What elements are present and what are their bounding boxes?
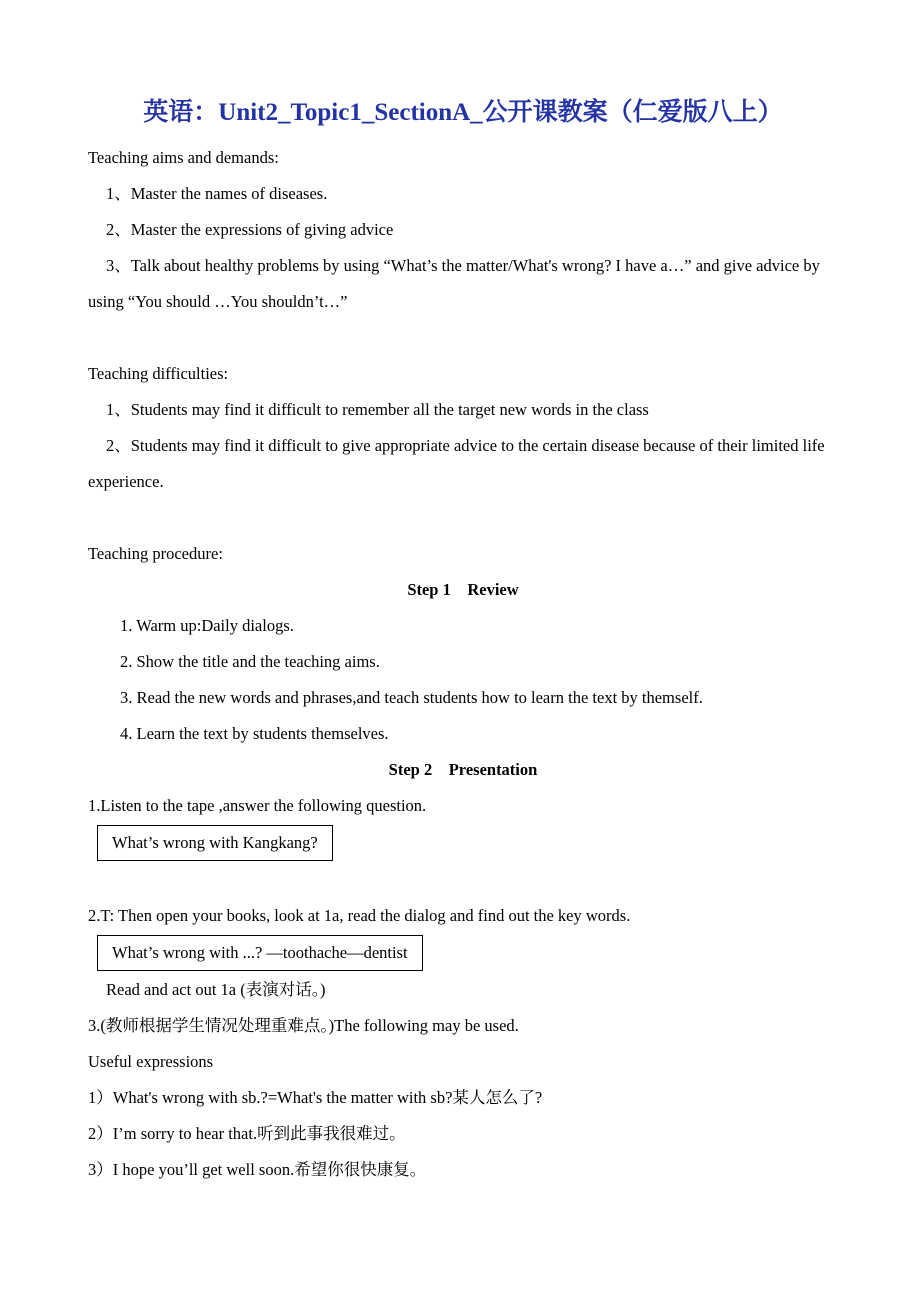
aims-heading: Teaching aims and demands: [88, 148, 279, 167]
difficulties-item-1: 1、Students may find it difficult to remember all the target new words in the class [106, 400, 649, 419]
question-box: What’s wrong with Kangkang? [97, 825, 333, 861]
procedure-heading: Teaching procedure: [88, 544, 223, 563]
keywords-box: What’s wrong with ...? —toothache—dentist [97, 935, 423, 971]
step1-heading: Step 1 Review [407, 580, 519, 599]
useful-expression-1: 1）What's wrong with sb.?=What's the matter with sb?某人怎么了? [88, 1088, 543, 1107]
step2-line-2: 2.T: Then open your books, look at 1a, read the dialog and find out the key words. [88, 906, 631, 925]
blank-line [88, 862, 838, 898]
step1-item-4: 4. Learn the text by students themselves. [120, 724, 389, 743]
aims-item-1: 1、Master the names of diseases. [106, 184, 328, 203]
document-title: 英语：Unit2_Topic1_SectionA_公开课教案（仁爱版八上） [143, 99, 783, 126]
step2-line-3: Read and act out 1a (表演对话。) [106, 980, 326, 999]
blank-line [88, 320, 838, 356]
dialog-box-row [97, 825, 838, 861]
step2-line-1: 1.Listen to the tape ,answer the following question. [88, 796, 427, 815]
aims-item-2: 2、Master the expressions of giving advice [106, 220, 394, 239]
useful-expressions-heading: Useful expressions [88, 1052, 214, 1071]
difficulties-heading: Teaching difficulties: [88, 364, 229, 383]
difficulties-item-2: 2、Students may find it difficult to give appropriate advice to the certain disease because of their limited life experience. [88, 436, 825, 491]
useful-expression-2: 2）I’m sorry to hear that.听到此事我很难过。 [88, 1124, 406, 1143]
keywords-box-row [97, 935, 838, 971]
step2-heading: Step 2 Presentation [388, 760, 538, 779]
step1-item-1: 1. Warm up:Daily dialogs. [120, 616, 294, 635]
step2-line-4: 3.(教师根据学生情况处理重难点。)The following may be used. [88, 1016, 519, 1035]
useful-expression-3: 3）I hope you’ll get well soon.希望你很快康复。 [88, 1160, 427, 1179]
blank-line [88, 500, 838, 536]
aims-item-3: 3、Talk about healthy problems by using “What’s the matter/What's wrong? I have a…” and give advice by using “You should …You shouldn’t…” [88, 256, 820, 311]
step1-item-3: 3. Read the new words and phrases,and teach students how to learn the text by themself. [120, 688, 703, 707]
step1-item-2: 2. Show the title and the teaching aims. [120, 652, 380, 671]
